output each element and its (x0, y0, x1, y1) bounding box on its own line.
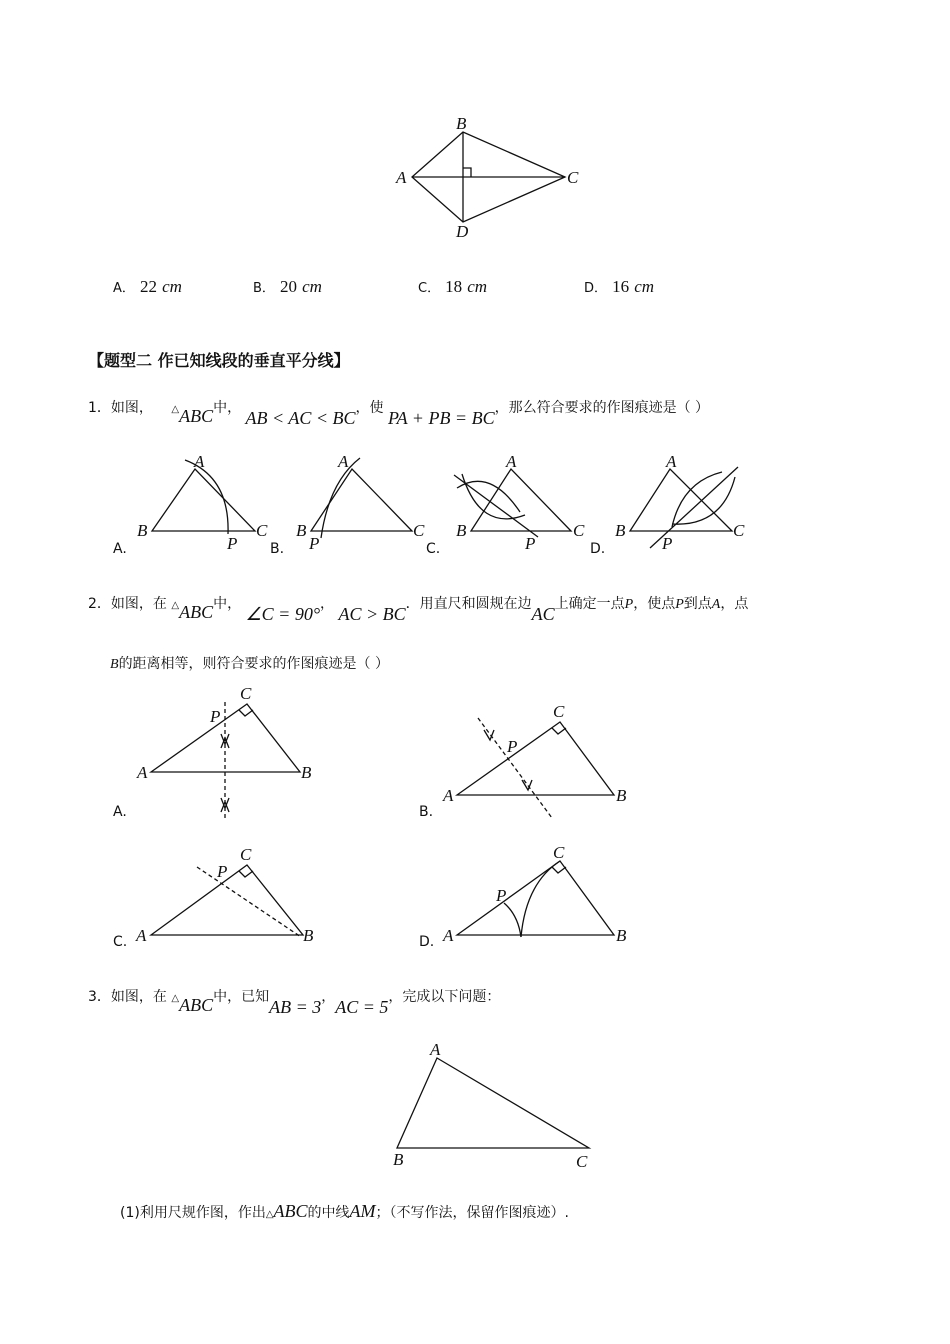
q2-text-7: ，点 (720, 596, 749, 612)
label-a: A (666, 452, 677, 471)
option-unit: cm (467, 277, 488, 296)
q3-text-1: 如图，在 (110, 989, 167, 1005)
option-value: 20 (280, 277, 298, 296)
label-d: D (456, 222, 469, 241)
label-b: B (303, 926, 314, 945)
q1-option-a[interactable]: A. (113, 541, 127, 557)
q2-figure-c (135, 843, 325, 948)
label-a: A (443, 786, 454, 805)
label-a: A (338, 452, 349, 471)
arc-upper (672, 472, 722, 527)
q2-point-p-2: P (675, 597, 684, 612)
q1-option-b[interactable]: B. (270, 541, 285, 557)
triangle-symbol: △ (171, 404, 180, 415)
label-b: B (616, 786, 627, 805)
label-p: P (496, 886, 507, 905)
q2-point-p: P (624, 597, 634, 612)
label-a: A (194, 452, 205, 471)
triangle (152, 469, 255, 531)
triangle (457, 861, 614, 935)
q2-text-4: 上确定一点 (554, 596, 625, 612)
q1-text-2: 中， (213, 400, 242, 416)
right-angle-mark (239, 710, 253, 716)
q1-condition-2: PA + PB = BC (387, 408, 495, 428)
triangle-symbol: △ (265, 1209, 274, 1220)
label-a: A (443, 926, 454, 945)
q1-text-3: ，那么符合要求的作图痕迹是（ ） (494, 400, 710, 416)
q3-triangle-name: ABC (179, 995, 214, 1015)
option-letter: B． (253, 281, 275, 296)
q1-stem (88, 396, 710, 428)
q3-stem (88, 985, 501, 1017)
intersection-mark-upper (484, 730, 494, 740)
q2-number: 2． (88, 596, 111, 612)
q2-text-1: 如图，在 (110, 596, 167, 612)
right-angle-mark (552, 867, 566, 873)
right-angle-mark (552, 728, 566, 734)
q1-option-d[interactable]: D. (590, 541, 606, 557)
q2-figure-b (442, 700, 642, 825)
label-b: B (456, 521, 467, 540)
q2-triangle-name: ABC (179, 602, 214, 622)
option-letter: D． (584, 281, 608, 296)
label-c: C (240, 684, 252, 703)
label-p: P (507, 737, 518, 756)
label-p: P (525, 534, 536, 553)
section-title: 【题型二 作已知线段的垂直平分线】 (88, 351, 350, 370)
q3-sub1-triangle-name: ABC (273, 1201, 308, 1221)
q2-text-6: 到点 (683, 596, 712, 612)
compass-arc-c (521, 861, 560, 937)
triangle (397, 1058, 589, 1148)
option-value: 16 (612, 277, 630, 296)
label-a: A (136, 926, 147, 945)
label-b: B (137, 521, 148, 540)
triangle (311, 469, 412, 531)
q2-text-3: ．用直尺和圆规在边 (405, 596, 532, 612)
triangle (471, 469, 571, 531)
right-angle-mark (463, 168, 471, 177)
option-unit: cm (162, 277, 182, 296)
q3-sub1-prefix: (1)利用尺规作图，作出 (120, 1205, 266, 1221)
label-b: B (393, 1150, 404, 1169)
label-c: C (553, 702, 565, 721)
top-option-d[interactable] (584, 277, 654, 297)
label-c: C (576, 1152, 588, 1171)
q2-separator: ， (320, 596, 335, 612)
perpendicular-bisector (197, 867, 301, 937)
q1-triangle-name: ABC (179, 406, 214, 426)
q2-text-5: ，使点 (633, 596, 676, 612)
kite-figure (390, 110, 590, 245)
label-c: C (573, 521, 585, 540)
right-angle-mark (239, 871, 253, 877)
top-option-a[interactable] (113, 277, 182, 297)
label-b: B (456, 114, 467, 133)
label-c: C (256, 521, 268, 540)
q1-figure-c (450, 452, 590, 552)
q3-sub1-middle: 的中线 (307, 1205, 350, 1221)
q1-text-1: 如图， (110, 400, 153, 416)
q1-separator: ，使 (355, 400, 384, 416)
q3-sub1 (120, 1201, 569, 1222)
triangle-symbol: △ (171, 993, 180, 1004)
label-p: P (309, 534, 320, 553)
q3-ab: AB = 3 (269, 997, 322, 1017)
q2-option-c[interactable]: C. (113, 934, 128, 950)
option-value: 22 (140, 277, 157, 296)
q1-figure-d (612, 452, 752, 552)
q2-edge: AC (531, 604, 555, 624)
label-p: P (662, 534, 673, 553)
q3-number: 3． (88, 989, 111, 1005)
label-p: P (210, 707, 221, 726)
top-option-c[interactable] (418, 277, 487, 297)
option-unit: cm (634, 277, 655, 296)
q2-option-d[interactable]: D. (419, 934, 435, 950)
q1-number: 1． (88, 400, 111, 416)
q3-sub1-suffix: ；（不写作法，保留作图痕迹）. (375, 1205, 569, 1221)
q1-figure-a (135, 452, 275, 552)
triangle-symbol: △ (171, 600, 180, 611)
option-letter: A． (113, 281, 135, 296)
label-a: A (137, 763, 148, 782)
q3-text-2: 中，已知 (213, 989, 270, 1005)
option-unit: cm (302, 277, 322, 296)
option-value: 18 (445, 277, 463, 296)
label-c: C (553, 843, 565, 862)
triangle (457, 722, 614, 795)
q2-stem (88, 592, 749, 624)
label-a: A (396, 168, 407, 187)
q2-figure-a (135, 682, 325, 822)
q2-point-b: B (110, 657, 119, 672)
q2-stem-line-2 (110, 653, 389, 673)
label-p: P (227, 534, 238, 553)
q3-figure (385, 1036, 605, 1176)
q1-condition-1: AB < AC < BC (245, 408, 356, 428)
label-c: C (567, 168, 579, 187)
q2-angle: C = 90° (261, 604, 321, 624)
label-c: C (413, 521, 425, 540)
q3-text-3: ，完成以下问题： (388, 989, 501, 1005)
compass-arc-a (504, 903, 521, 937)
label-a: A (506, 452, 517, 471)
q2-option-a[interactable]: A. (113, 804, 127, 820)
label-b: B (615, 521, 626, 540)
perpendicular-bisector (478, 718, 552, 818)
q1-option-c[interactable]: C. (426, 541, 441, 557)
label-b: B (616, 926, 627, 945)
label-p: P (217, 862, 228, 881)
triangle (630, 469, 732, 531)
label-a: A (430, 1040, 441, 1059)
q2-point-a: A (711, 597, 721, 612)
angle-symbol: ∠ (245, 604, 262, 624)
label-c: C (240, 845, 252, 864)
q3-separator: ， (321, 989, 336, 1005)
option-letter: C． (418, 281, 441, 296)
q3-sub1-median: AM (349, 1201, 376, 1221)
top-option-b[interactable] (253, 277, 322, 297)
label-b: B (301, 763, 312, 782)
q2-option-b[interactable]: B. (419, 804, 434, 820)
q2-text-2: 中， (213, 596, 242, 612)
q2-figure-d (442, 843, 642, 948)
q3-ac: AC = 5 (335, 997, 389, 1017)
q2-text-8: 的距离相等，则符合要求的作图痕迹是（ ） (118, 656, 390, 672)
q2-condition: AC > BC (338, 604, 406, 624)
q1-figure-b (294, 452, 434, 552)
label-b: B (296, 521, 307, 540)
label-c: C (733, 521, 745, 540)
